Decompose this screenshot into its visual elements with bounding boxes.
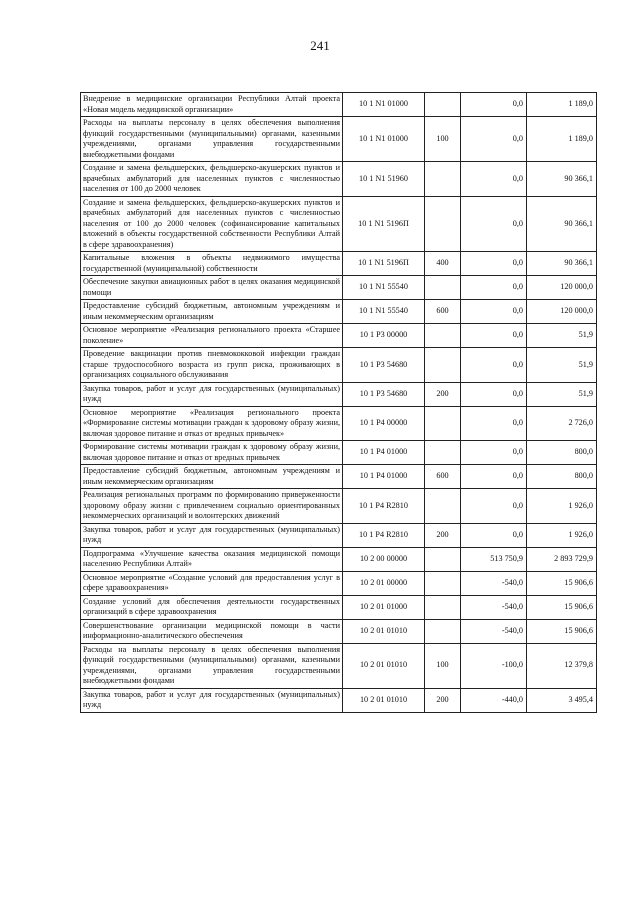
table-row xyxy=(81,93,597,117)
row-name: Реализация региональных программ по формированию приверженности здоровому образу жизни с привлечением социально ориентированных некоммерческих организаций и волонтерских движений xyxy=(81,489,343,524)
table-row xyxy=(81,441,597,465)
row-name: Закупка товаров, работ и услуг для государственных (муниципальных) нужд xyxy=(81,523,343,547)
row-code: 10 2 01 01000 xyxy=(343,595,425,619)
row-name: Подпрограмма «Улучшение качества оказания медицинской помощи населению Республики Алтай» xyxy=(81,547,343,571)
row-expense-type xyxy=(425,93,461,117)
row-change: 0,0 xyxy=(461,93,527,117)
table-row xyxy=(81,300,597,324)
page-number: 241 xyxy=(310,38,330,53)
row-change: -540,0 xyxy=(461,595,527,619)
row-name: Капитальные вложения в объекты недвижимого имущества государственной (муниципальной) собственности xyxy=(81,252,343,276)
row-total: 1 189,0 xyxy=(527,117,597,162)
row-total: 15 906,6 xyxy=(527,571,597,595)
row-total: 800,0 xyxy=(527,465,597,489)
row-name: Расходы на выплаты персоналу в целях обеспечения выполнения функций государственными (муниципальными) органами, казенными учреждениями, органами управления государственными внебюджетными фондами xyxy=(81,643,343,688)
row-change: 0,0 xyxy=(461,196,527,252)
row-name: Создание и замена фельдшерских, фельдшерско-акушерских пунктов и врачебных амбулаторий для населенных пунктов с численностью населения от 100 до 2000 человек xyxy=(81,162,343,197)
table-row xyxy=(81,324,597,348)
row-total: 51,9 xyxy=(527,324,597,348)
table-row xyxy=(81,489,597,524)
row-expense-type xyxy=(425,595,461,619)
row-name: Создание условий для обеспечения деятельности государственных организаций в сфере здравоохранения xyxy=(81,595,343,619)
row-name: Проведение вакцинации против пневмококковой инфекции граждан старше трудоспособного возраста из групп риска, проживающих в организациях социального обслуживания xyxy=(81,348,343,383)
row-name: Предоставление субсидий бюджетным, автономным учреждениям и иным некоммерческим организациям xyxy=(81,465,343,489)
row-total: 3 495,4 xyxy=(527,688,597,712)
row-code: 10 1 N1 55540 xyxy=(343,300,425,324)
table-row xyxy=(81,595,597,619)
row-code: 10 2 01 01010 xyxy=(343,643,425,688)
row-change: 0,0 xyxy=(461,300,527,324)
table-row xyxy=(81,196,597,252)
row-change: -100,0 xyxy=(461,643,527,688)
table-body xyxy=(81,93,597,713)
row-name: Формирование системы мотивации граждан к здоровому образу жизни, включая здоровое питание и отказ от вредных привычек xyxy=(81,441,343,465)
row-change: 0,0 xyxy=(461,324,527,348)
row-total: 2 893 729,9 xyxy=(527,547,597,571)
row-expense-type: 200 xyxy=(425,382,461,406)
row-change: 0,0 xyxy=(461,348,527,383)
row-code: 10 2 01 00000 xyxy=(343,571,425,595)
row-name: Закупка товаров, работ и услуг для государственных (муниципальных) нужд xyxy=(81,382,343,406)
row-name: Внедрение в медицинские организации Республики Алтай проекта «Новая модель медицинской организации» xyxy=(81,93,343,117)
row-total: 90 366,1 xyxy=(527,196,597,252)
table-row xyxy=(81,406,597,441)
row-total: 1 926,0 xyxy=(527,523,597,547)
row-code: 10 1 P4 00000 xyxy=(343,406,425,441)
row-expense-type xyxy=(425,324,461,348)
row-code: 10 2 01 01010 xyxy=(343,619,425,643)
table-row xyxy=(81,688,597,712)
table-row xyxy=(81,348,597,383)
row-change: 0,0 xyxy=(461,252,527,276)
row-change: 0,0 xyxy=(461,162,527,197)
row-expense-type xyxy=(425,162,461,197)
row-change: 0,0 xyxy=(461,117,527,162)
row-expense-type xyxy=(425,619,461,643)
row-code: 10 1 P4 R2810 xyxy=(343,523,425,547)
row-expense-type xyxy=(425,196,461,252)
table-row xyxy=(81,523,597,547)
row-expense-type xyxy=(425,547,461,571)
row-expense-type xyxy=(425,571,461,595)
row-name: Обеспечение закупки авиационных работ в целях оказания медицинской помощи xyxy=(81,276,343,300)
row-code: 10 1 N1 01000 xyxy=(343,93,425,117)
table-row xyxy=(81,276,597,300)
row-code: 10 1 N1 51960 xyxy=(343,162,425,197)
table-row xyxy=(81,162,597,197)
row-total: 90 366,1 xyxy=(527,252,597,276)
row-total: 1 926,0 xyxy=(527,489,597,524)
row-name: Основное мероприятие «Создание условий для предоставления услуг в сфере здравоохранения» xyxy=(81,571,343,595)
row-name: Создание и замена фельдшерских, фельдшерско-акушерских пунктов и врачебных амбулаторий для населенных пунктов с численностью населения от 100 до 2000 человек (софинансирование капитальных вложений в объекты государственной собственности Республики Алтай в сфере здравоохранения) xyxy=(81,196,343,252)
row-total: 1 189,0 xyxy=(527,93,597,117)
row-code: 10 1 P4 01000 xyxy=(343,465,425,489)
row-expense-type xyxy=(425,441,461,465)
row-change: 513 750,9 xyxy=(461,547,527,571)
row-change: 0,0 xyxy=(461,406,527,441)
row-change: 0,0 xyxy=(461,276,527,300)
row-change: 0,0 xyxy=(461,382,527,406)
row-total: 15 906,6 xyxy=(527,595,597,619)
row-code: 10 1 P4 R2810 xyxy=(343,489,425,524)
table-row xyxy=(81,382,597,406)
row-change: 0,0 xyxy=(461,441,527,465)
row-code: 10 1 P3 54680 xyxy=(343,348,425,383)
row-code: 10 1 P3 54680 xyxy=(343,382,425,406)
row-expense-type: 200 xyxy=(425,688,461,712)
row-total: 12 379,8 xyxy=(527,643,597,688)
row-name: Предоставление субсидий бюджетным, автономным учреждениям и иным некоммерческим организациям xyxy=(81,300,343,324)
row-total: 120 000,0 xyxy=(527,300,597,324)
row-total: 51,9 xyxy=(527,382,597,406)
row-total: 2 726,0 xyxy=(527,406,597,441)
row-expense-type: 400 xyxy=(425,252,461,276)
row-expense-type: 200 xyxy=(425,523,461,547)
row-expense-type: 100 xyxy=(425,643,461,688)
row-code: 10 2 00 00000 xyxy=(343,547,425,571)
row-expense-type: 600 xyxy=(425,465,461,489)
table-row xyxy=(81,465,597,489)
row-change: 0,0 xyxy=(461,465,527,489)
table-row xyxy=(81,117,597,162)
row-name: Основное мероприятие «Реализация регионального проекта «Старшее поколение» xyxy=(81,324,343,348)
row-change: 0,0 xyxy=(461,489,527,524)
table-row xyxy=(81,252,597,276)
table-row xyxy=(81,619,597,643)
row-expense-type: 600 xyxy=(425,300,461,324)
row-code: 10 1 N1 5196П xyxy=(343,252,425,276)
row-name: Закупка товаров, работ и услуг для государственных (муниципальных) нужд xyxy=(81,688,343,712)
row-name: Расходы на выплаты персоналу в целях обеспечения выполнения функций государственными (муниципальными) органами, казенными учреждениями, органами управления государственными внебюджетными фондами xyxy=(81,117,343,162)
row-expense-type xyxy=(425,348,461,383)
row-total: 51,9 xyxy=(527,348,597,383)
row-expense-type xyxy=(425,489,461,524)
row-expense-type: 100 xyxy=(425,117,461,162)
row-code: 10 1 P3 00000 xyxy=(343,324,425,348)
row-expense-type xyxy=(425,276,461,300)
row-code: 10 1 N1 55540 xyxy=(343,276,425,300)
row-expense-type xyxy=(425,406,461,441)
row-change: -540,0 xyxy=(461,619,527,643)
row-code: 10 1 N1 01000 xyxy=(343,117,425,162)
row-total: 800,0 xyxy=(527,441,597,465)
row-total: 120 000,0 xyxy=(527,276,597,300)
row-change: 0,0 xyxy=(461,523,527,547)
table-row xyxy=(81,643,597,688)
row-name: Основное мероприятие «Реализация регионального проекта «Формирование системы мотивации граждан к здоровому образу жизни, включая здоровое питание и отказ от вредных привычек» xyxy=(81,406,343,441)
budget-table xyxy=(80,92,597,713)
table-row xyxy=(81,571,597,595)
row-change: -440,0 xyxy=(461,688,527,712)
row-code: 10 1 P4 01000 xyxy=(343,441,425,465)
row-total: 90 366,1 xyxy=(527,162,597,197)
row-code: 10 1 N1 5196П xyxy=(343,196,425,252)
row-total: 15 906,6 xyxy=(527,619,597,643)
row-code: 10 2 01 01010 xyxy=(343,688,425,712)
row-name: Совершенствование организации медицинской помощи в части информационно-аналитического обеспечения xyxy=(81,619,343,643)
row-change: -540,0 xyxy=(461,571,527,595)
table-row xyxy=(81,547,597,571)
